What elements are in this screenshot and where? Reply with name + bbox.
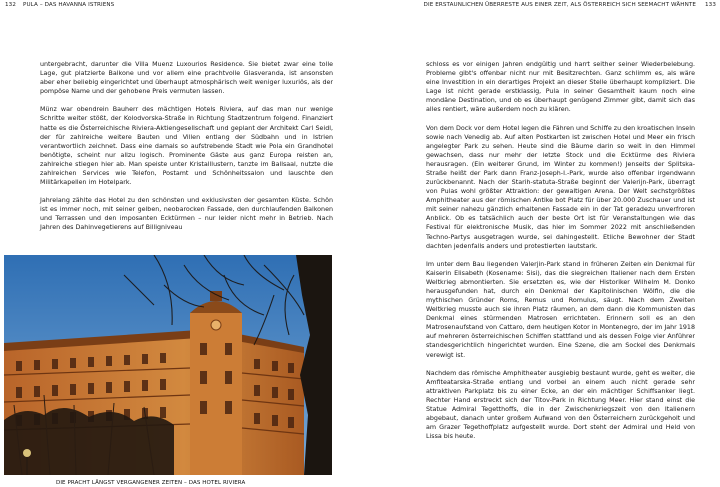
paragraph: Im unter dem Bau liegenden Valerjin-Park stand in früheren Zeiten ein Denkmal für Kaiserin Elisabeth (Kosename: Sisi), das die siegreichen Italiener nach dem Ersten Weltkrieg abmontierten. Sie ersetzten es, wie der Historiker Wilhelm M. Donko herausgefunden hat, durch ein Denkmal der Kapitolinischen Wölfin, die die mythischen Gründer Roms, Remus und Romulus, säugt. Nach dem Zweiten Weltkrieg musste auch sie ihren Platz räumen, an dem dann die Kommunisten das Denkmal eines stürmenden Matrosen errichteten. Erinnern soll es an den Matrosenaufstand von Cattaro, dem heutigen Kotor in Montenegro, der im Jahr 1918 auf mehreren österreichischen Schiffen stattfand und als dessen Folge vier Anführer standesgerichtlich hingerichtet wurden. Eine Szene, die am Sockel des Denkmals verewigt ist. bbox=[426, 260, 695, 359]
right-page-number: 133 bbox=[705, 2, 716, 8]
page-header bbox=[0, 0, 720, 10]
left-running-title: PULA – DAS HAVANNA ISTRIENS bbox=[23, 2, 115, 8]
right-running-title: DIE ERSTAUNLICHEN ÜBERRESTE AUS EINER ZEIT, ALS ÖSTERREICH SICH SEEMACHT WÄHNTE bbox=[423, 2, 696, 8]
corner-tower bbox=[190, 313, 242, 475]
paragraph: Münz war obendrein Bauherr des mächtigen Hotels Riviera, auf das man nur wenige Schritte weiter stößt, der Kolodvorska-Straße in Richtung Stadtzentrum folgend. Finanziert hatte es die Österreichische Riviera-Aktiengesellschaft und geplant der Architekt Carl Seidl, der für zahlreiche weitere Bauten und Villen entlang der Südbahn und in Istrien verantwortlich zeichnet. Dass eine damals so aufstrebende Stadt wie Pola ein Grandhotel benötigte, scheint nur allzu logisch. Prominente Gäste aus ganz Europa reisten an, zahlreiche stiegen hier ab. Man speiste unter Kristalllustern, tanzte im Ballsaal, nutzte die zahlreichen Services wie Telefon, Postamt und Schönheitssalon und lauschte den Militärkapellen im Hotelpark. bbox=[40, 106, 333, 187]
left-page-number: 132 bbox=[5, 2, 16, 8]
photo-caption: DIE PRACHT LÄNGST VERGANGENER ZEITEN – DAS HOTEL RIVIERA bbox=[56, 480, 246, 486]
paragraph: Nachdem das römische Amphitheater ausgiebig bestaunt wurde, geht es weiter, die Amfiteatarska-Straße entlang und vorbei an einem auch nicht gerade sehr attraktiven Parkplatz bis zu einer Ecke, an der ein mächtiger Schiffsanker liegt. Rechter Hand erstreckt sich der Titov-Park in Richtung Meer. Hier stand einst die Statue Admiral Tegetthoffs, die in der Zwischenkriegszeit von den Italienern abgebaut, danach unter großem Aufwand von den Österreichern zurückgeholt und am Grazer Tegethoffplatz aufgestellt wurde. Dort steht der Admiral und Held von Lissa bis heute. bbox=[426, 369, 695, 441]
paragraph: Von dem Dock vor dem Hotel legen die Fähren und Schiffe zu den kroatischen Inseln sowie nach Venedig ab. Auf alten Postkarten ist zwischen Hotel und Meer ein frisch angelegter Park zu sehen. Heute sind die Bäume darin so weit in den Himmel gewachsen, dass nur mehr der letzte Stock und die Ecktürme des Riviera herausragen. (Ein weiterer Grund, im Winter zu kommen!) Jenseits der Splitska-Straße heißt der Park dann Franz-Joseph-I.-Park, wurde also offenbar irgendwann zurückbenannt. Nach der Starih-statuta-Straße beginnt der Valerijn-Park, überragt von Pulas wohl größter Attraktion: der gewaltigen Arena. Der Welt sechstgrößtes Amphitheater aus der römischen Antike bot Platz für über 20.000 Zuschauer und ist mit seiner nahezu gänzlich erhaltenen Fassade ein in der Tat geradezu unverfroren Anblick. Ob es tatsächlich auch der beste Ort ist für Veranstaltungen wie das Festival für elektronische Musik, das hier im Sommer 2022 mit anschließenden Techno-Partys ausgetragen wurde, sei dahingestellt. Etliche Bewohner der Stadt dachten jedenfalls anders und protestierten lautstark. bbox=[426, 124, 695, 250]
trees-bottom bbox=[4, 408, 174, 475]
paragraph: untergebracht, darunter die Villa Muenz Luxourios Residence. Sie bietet zwar eine tolle Lage, gut platzierte Balkone und vor allem eine prachtvolle Glasveranda, ist ansonsten aber eher beliebig eingerichtet und überhaupt atmosphärisch weit weniger luxuriös, als der pompöse Name und der gehobene Preis vermuten lassen. bbox=[40, 61, 333, 96]
paragraph: schloss es vor einigen Jahren endgültig und harrt seither seiner Wiederbelebung. Probleme gibt's offenbar nicht nur mit Besitzrechten. Ganz schlimm es, als wäre eine Investition in ein derartiges Projekt an dieser Stelle überhaupt kompliziert. Die Lage ist nicht gerade erstklassig, Pula in seiner Gesamtheit kaum noch eine mondäne Destination, und ob es überhaupt genügend Zimmer gibt, damit sich das alles rentiert, wäre außerdem noch zu klären. bbox=[426, 61, 695, 114]
left-text-column bbox=[40, 60, 333, 242]
right-text-column bbox=[426, 60, 695, 450]
paragraph: Jahrelang zählte das Hotel zu den schönsten und exklusivsten der gesamten Küste. Schön ist es immer noch, mit seiner gelben, neobarocken Fassade, den durchlaufenden Balkonen und Terrassen und den imposanten Ecktürmen – nur leider nicht mehr in Betrieb. Nach Jahren des Dahinvegetierens auf Billigniveau bbox=[40, 197, 333, 232]
hotel-riviera-photo bbox=[4, 255, 332, 475]
